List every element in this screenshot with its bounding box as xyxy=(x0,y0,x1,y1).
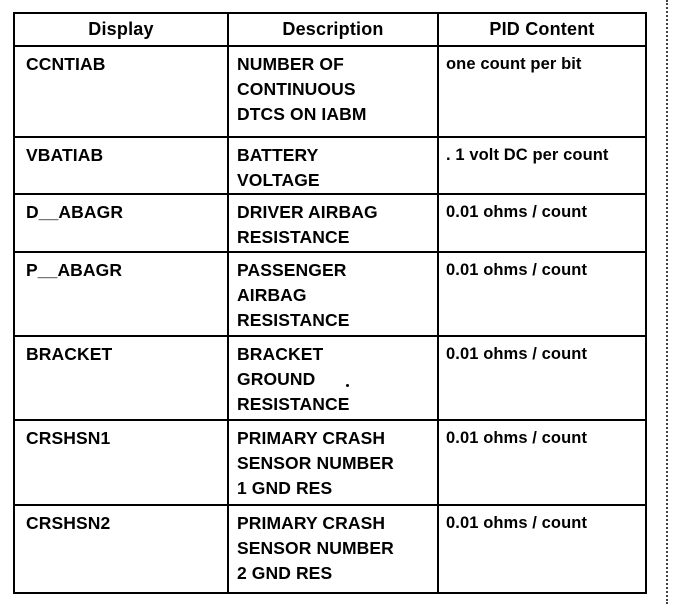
display-value: BRACKET xyxy=(26,344,113,364)
pid-content-value: 0.01 ohms / count xyxy=(446,429,588,447)
description-cell xyxy=(228,505,438,593)
pid-content-value: 0.01 ohms / count xyxy=(446,261,588,279)
display-cell xyxy=(14,505,228,593)
header-row xyxy=(14,13,646,46)
pid-table-container xyxy=(13,12,647,594)
display-value: CRSHSN1 xyxy=(26,428,111,448)
description-cell xyxy=(228,137,438,194)
pid-content-cell xyxy=(438,46,646,137)
table-row xyxy=(14,46,646,137)
pid-content-value: 0.01 ohms / count xyxy=(446,514,588,532)
description-cell xyxy=(228,194,438,252)
display-cell xyxy=(14,336,228,420)
display-cell xyxy=(14,194,228,252)
pid-content-cell xyxy=(438,336,646,420)
display-cell xyxy=(14,252,228,336)
pid-content-value: one count per bit xyxy=(446,55,582,73)
table-row xyxy=(14,194,646,252)
display-value: P__ABAGR xyxy=(26,260,123,280)
description-value: PRIMARY CRASH SENSOR NUMBER 2 GND RES xyxy=(237,513,394,583)
pid-content-cell xyxy=(438,505,646,593)
description-value: PASSENGER AIRBAG RESISTANCE xyxy=(237,260,350,330)
pid-content-value: 0.01 ohms / count xyxy=(446,345,588,363)
pid-content-value: 0.01 ohms / count xyxy=(446,203,588,221)
display-value: CCNTIAB xyxy=(26,54,106,74)
description-value: BATTERY VOLTAGE xyxy=(237,145,320,190)
table-row xyxy=(14,336,646,420)
display-cell xyxy=(14,46,228,137)
table-row xyxy=(14,137,646,194)
description-value: DRIVER AIRBAG RESISTANCE xyxy=(237,202,378,247)
display-value: CRSHSN2 xyxy=(26,513,111,533)
pid-content-value: . 1 volt DC per count xyxy=(446,146,609,164)
table-row xyxy=(14,505,646,593)
description-cell xyxy=(228,336,438,420)
table-row xyxy=(14,420,646,505)
table-row xyxy=(14,252,646,336)
description-cell xyxy=(228,252,438,336)
pid-content-cell xyxy=(438,420,646,505)
description-cell xyxy=(228,46,438,137)
description-cell xyxy=(228,420,438,505)
pid-content-cell xyxy=(438,137,646,194)
pid-table xyxy=(13,12,647,594)
description-value: BRACKET GROUND RESISTANCE xyxy=(237,344,350,414)
header-display: Display xyxy=(14,13,228,46)
display-cell xyxy=(14,420,228,505)
pid-content-cell xyxy=(438,194,646,252)
scan-speck xyxy=(346,384,349,387)
display-cell xyxy=(14,137,228,194)
pid-content-cell xyxy=(438,252,646,336)
display-value: D__ABAGR xyxy=(26,202,124,222)
scan-edge-line xyxy=(666,0,668,604)
description-value: PRIMARY CRASH SENSOR NUMBER 1 GND RES xyxy=(237,428,394,498)
header-description: Description xyxy=(228,13,438,46)
description-value: NUMBER OF CONTINUOUS DTCS ON IABM xyxy=(237,54,367,124)
display-value: VBATIAB xyxy=(26,145,104,165)
header-pid-content: PID Content xyxy=(438,13,646,46)
